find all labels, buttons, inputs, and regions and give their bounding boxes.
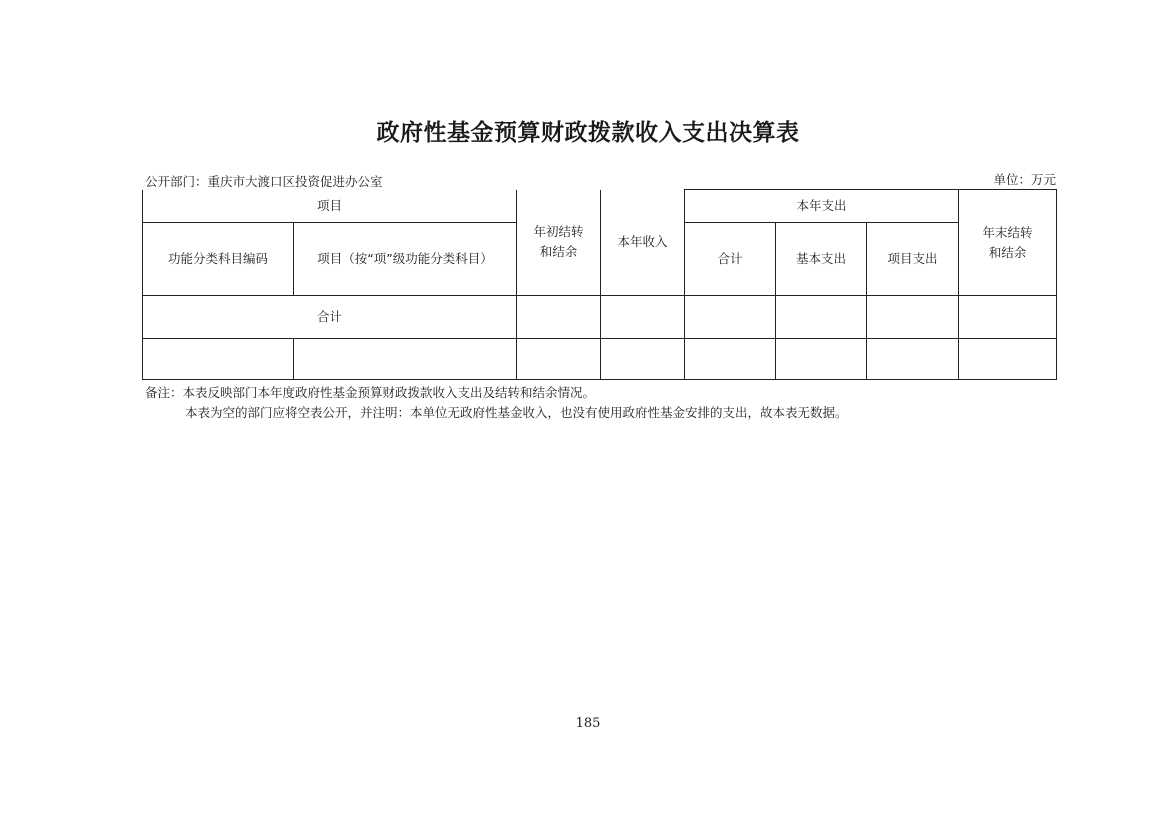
table-cell: [294, 339, 517, 380]
header-item-group: 项目: [143, 190, 517, 223]
total-row: [143, 296, 1057, 339]
table-cell: [867, 296, 959, 339]
table-cell: [959, 296, 1057, 339]
department-label: 公开部门：重庆市大渡口区投资促进办公室: [145, 174, 383, 189]
table-cell: [867, 339, 959, 380]
header-annual-income: 本年收入: [601, 190, 685, 296]
table-cell: [517, 339, 601, 380]
table-cell: [143, 339, 294, 380]
budget-table: [142, 189, 1057, 380]
page-title: 政府性基金预算财政拨款收入支出决算表: [376, 119, 800, 146]
table-cell: [776, 296, 867, 339]
page-number: 185: [575, 716, 601, 731]
table-row: [143, 339, 1057, 380]
table-cell: [601, 339, 685, 380]
table-cell: [959, 339, 1057, 380]
header-row-1: [143, 190, 1057, 223]
table-cell: [776, 339, 867, 380]
header-total: 合计: [685, 223, 776, 296]
header-expense-group: 本年支出: [685, 190, 959, 223]
note-line-1: 备注：本表反映部门本年度政府性基金预算财政拨款收入支出及结转和结余情况。: [145, 385, 596, 400]
unit-label: 单位：万元: [993, 172, 1056, 187]
table-cell: [685, 339, 776, 380]
table-cell: [601, 296, 685, 339]
header-func-code: 功能分类科目编码: [143, 223, 294, 296]
header-opening-balance: 年初结转 和结余: [517, 190, 601, 296]
table-cell: [685, 296, 776, 339]
header-item-name: 项目（按“项”级功能分类科目）: [294, 223, 517, 296]
header-basic-expense: 基本支出: [776, 223, 867, 296]
note-line-2: 本表为空的部门应将空表公开，并注明：本单位无政府性基金收入，也没有使用政府性基金安排的支出，故本表无数据。: [185, 405, 848, 420]
notes: [145, 383, 848, 423]
header-project-expense: 项目支出: [867, 223, 959, 296]
total-row-label: 合计: [143, 296, 517, 339]
table-cell: [517, 296, 601, 339]
header-closing-balance: 年末结转 和结余: [959, 190, 1057, 296]
